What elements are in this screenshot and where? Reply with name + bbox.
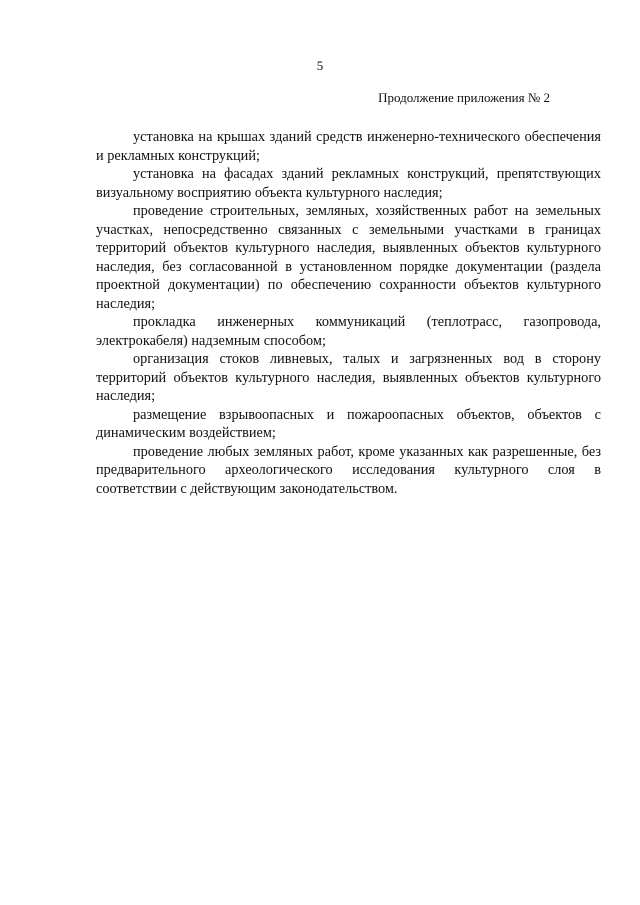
restrictions-list — [96, 128, 601, 498]
restriction-paragraph: проведение любых земляных работ, кроме указанных как разрешенные, без предварительного археологического исследования культурного слоя в соответствии с действующим законодательством. — [96, 443, 601, 497]
restriction-paragraph: проведение строительных, земляных, хозяйственных работ на земельных участках, непосредственно связанных с земельными участками в границах территорий объектов культурного наследия, выявленных объектов культурного наследия, без согласованной в установленном порядке документации (раздела проектной документации) по обеспечению сохранности объектов культурного наследия; — [96, 203, 601, 312]
appendix-continuation-note: Продолжение приложения № 2 — [378, 90, 550, 105]
restriction-paragraph: установка на фасадах зданий рекламных конструкций, препятствующих визуальному восприятию объекта культурного наследия; — [96, 166, 601, 201]
restriction-paragraph: размещение взрывоопасных и пожароопасных объектов, объектов с динамическим воздействием; — [96, 406, 601, 441]
restriction-paragraph: установка на крышах зданий средств инженерно-технического обеспечения и рекламных конструкций; — [96, 129, 601, 164]
restriction-paragraph: организация стоков ливневых, талых и загрязненных вод в сторону территорий объектов культурного наследия, выявленных объектов культурного наследия; — [96, 351, 601, 404]
page-number: 5 — [316, 58, 324, 73]
restriction-paragraph: прокладка инженерных коммуникаций (теплотрасс, газопровода, электрокабеля) надземным способом; — [96, 314, 601, 349]
